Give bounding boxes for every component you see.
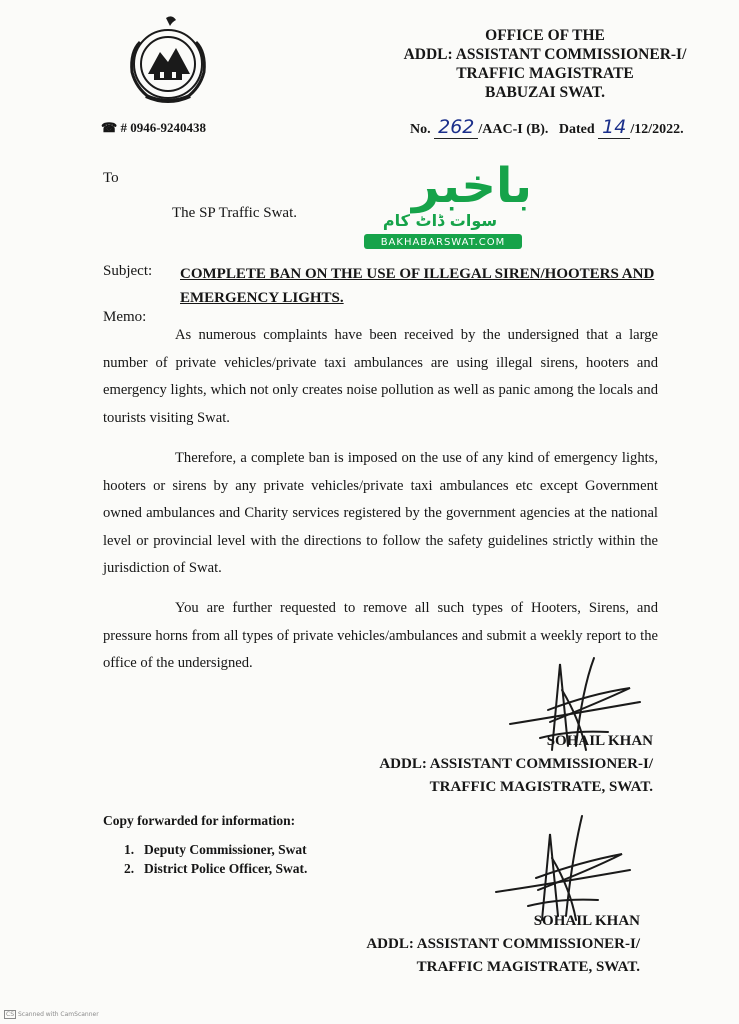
telephone-icon: ☎ bbox=[101, 120, 118, 135]
dated-month-year: /12/2022. bbox=[630, 122, 684, 137]
office-line: TRAFFIC MAGISTRATE bbox=[456, 65, 634, 82]
body-paragraph-2: Therefore, a complete ban is imposed on the use of any kind of emergency lights, hooters or sirens by any private vehicles/private taxi ambulances etc except Government owned ambulances and Charity services registered by the government agencies at the national level or provincial level with the directions to follow the safety guidelines strictly within the jurisdiction of Swat. bbox=[103, 450, 658, 576]
dated-day: 14 bbox=[598, 116, 630, 139]
office-line: BABUZAI SWAT. bbox=[484, 84, 605, 101]
office-line: ADDL: ASSISTANT COMMISSIONER-I/ bbox=[403, 46, 687, 63]
signatory-title: ADDL: ASSISTANT COMMISSIONER-I/ bbox=[366, 936, 640, 952]
ref-no-label: No. bbox=[410, 122, 431, 137]
signatory-title: TRAFFIC MAGISTRATE, SWAT. bbox=[429, 779, 653, 795]
watermark-urdu-title: باخبر bbox=[411, 158, 530, 214]
subject-text: COMPLETE BAN ON THE USE OF ILLEGAL SIREN/HOOTERS AND EMERGENCY LIGHTS. bbox=[180, 266, 655, 306]
office-line: OFFICE OF THE bbox=[485, 27, 605, 44]
memo-label: Memo: bbox=[103, 309, 147, 325]
subject-label: Subject: bbox=[103, 263, 153, 279]
list-item: 2. District Police Officer, Swat. bbox=[124, 861, 308, 876]
watermark-url: BAKHABARSWAT.COM bbox=[380, 237, 506, 248]
to-label: To bbox=[103, 170, 119, 186]
scanner-watermark bbox=[4, 1010, 99, 1019]
signatory-name: SOHAIL KHAN bbox=[533, 913, 640, 929]
signatory-title: ADDL: ASSISTANT COMMISSIONER-I/ bbox=[379, 756, 653, 772]
copy-forwarded-title: Copy forwarded for information: bbox=[103, 813, 296, 828]
scanner-text: Scanned with CamScanner bbox=[18, 1011, 99, 1018]
watermark-urdu-sub: سوات ڈاٹ کام bbox=[382, 211, 498, 230]
office-heading bbox=[395, 26, 695, 102]
ref-no-value: 262 bbox=[434, 116, 478, 139]
signature-block-1 bbox=[340, 730, 653, 799]
dated-label: Dated bbox=[558, 122, 595, 137]
bakhabar-watermark-logo bbox=[362, 150, 530, 254]
signature-block-2 bbox=[330, 910, 640, 979]
signatory-title: TRAFFIC MAGISTRATE, SWAT. bbox=[416, 959, 640, 975]
camscanner-icon: CS bbox=[6, 1011, 14, 1018]
phone-number bbox=[101, 120, 206, 136]
body-paragraph-1: As numerous complaints have been received by the undersigned that a large number of private vehicles/private taxi ambulances are using illegal sirens, hooters and emergency lights, which not only creates noise pollution as well as panic among the locals and tourists visiting Swat. bbox=[103, 327, 658, 426]
addressee: The SP Traffic Swat. bbox=[172, 205, 298, 221]
copy-recipient-list bbox=[124, 840, 307, 878]
ref-no-suffix: /AAC-I (B). bbox=[478, 122, 549, 137]
reference-line bbox=[410, 116, 684, 139]
phone-text: # 0946-9240438 bbox=[120, 120, 207, 135]
government-emblem-icon bbox=[118, 12, 218, 112]
body-paragraph-3: You are further requested to remove all such types of Hooters, Sirens, and pressure horns from all types of private vehicles/ambulances and submit a weekly report to the office of the undersigned. bbox=[103, 600, 658, 671]
signatory-name: SOHAIL KHAN bbox=[546, 733, 653, 749]
list-item: 1. Deputy Commissioner, Swat bbox=[124, 842, 307, 857]
